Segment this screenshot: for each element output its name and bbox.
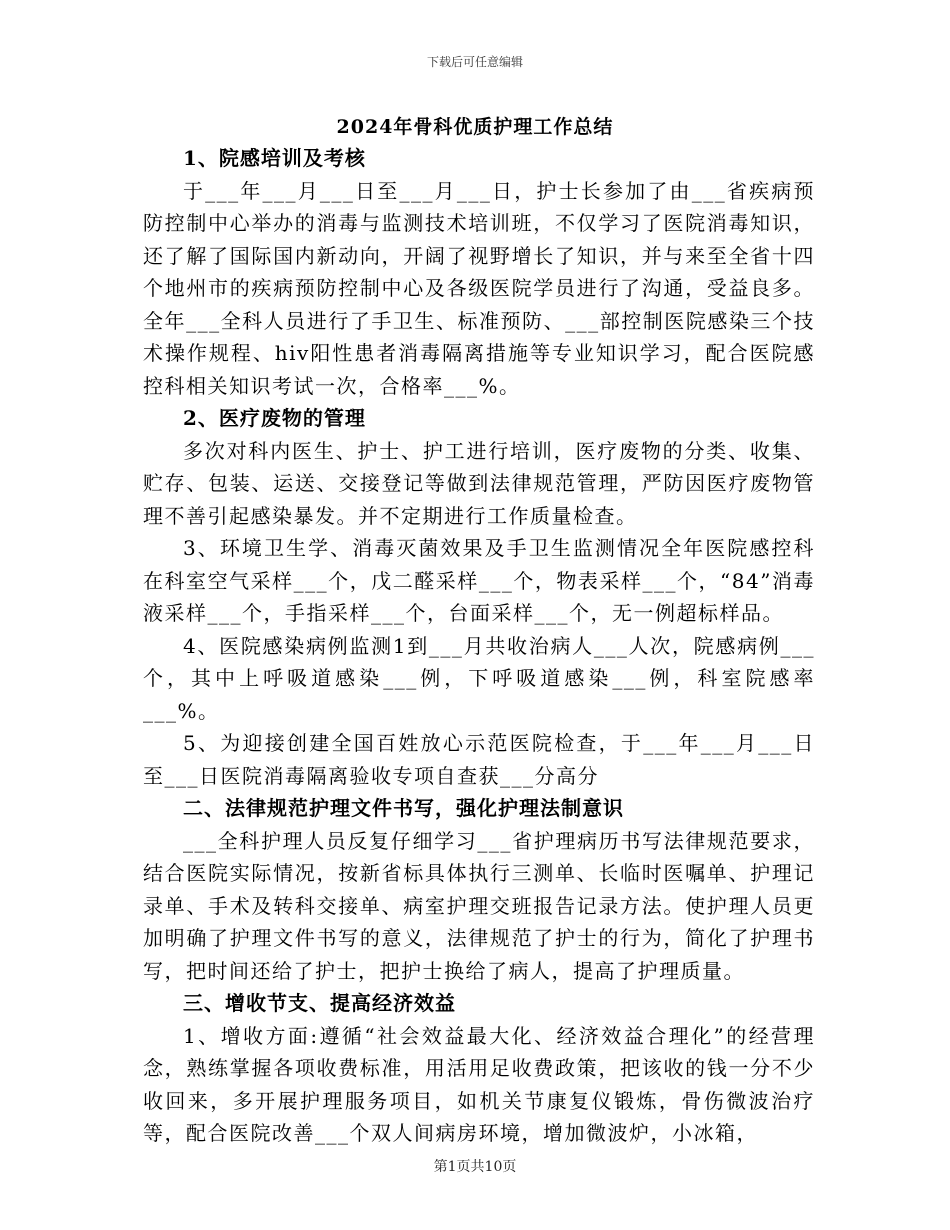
- paragraph: 4、医院感染病例监测1到___月共收治病人___人次，院感病例___个，其中上呼吸道感染___例，下呼吸道感染___例，科室院感率___%。: [143, 633, 815, 723]
- paragraph: 多次对科内医生、护士、护工进行培训，医疗废物的分类、收集、贮存、包装、运送、交接登记等做到法律规范管理，严防因医疗废物管理不善引起感染暴发。并不定期进行工作质量检查。: [143, 438, 815, 528]
- paragraph: 3、环境卫生学、消毒灭菌效果及手卫生监测情况全年医院感控科在科室空气采样___个，戊二醛采样___个，物表采样___个，“84”消毒液采样___个，手指采样___个，台面采样___个，无一例超标样品。: [143, 536, 815, 625]
- section-heading: 1、院感培训及考核: [183, 146, 366, 170]
- document-body: [143, 142, 815, 1150]
- paragraph: ___全科护理人员反复仔细学习___省护理病历书写法律规范要求，结合医院实际情况，按新省标具体执行三测单、长临时医嘱单、护理记录单、手术及转科交接单、病室护理交班报告记录方法。使护理人员更加明确了护理文件书写的意义，法律规范了护士的行为，简化了护理书写，把时间还给了护士，把护士换给了病人，提高了护理质量。: [143, 828, 815, 983]
- document-title: 2024年骨科优质护理工作总结: [336, 116, 614, 138]
- header-note: 下载后可任意编辑: [426, 55, 523, 69]
- page-number-footer: 第1页共10页: [433, 1159, 517, 1175]
- paragraph: 5、为迎接创建全国百姓放心示范医院检查，于___年___月___日至___日医院消毒隔离验收专项自查获___分高分: [143, 731, 815, 788]
- section-heading: 三、增收节支、提高经济效益: [183, 991, 456, 1015]
- paragraph: 1、增收方面:遵循“社会效益最大化、经济效益合理化”的经营理念，熟练掌握各项收费标准，用活用足收费政策，把该收的钱一分不少收回来，多开展护理服务项目，如机关节康复仪锻炼，骨伤微波治疗等，配合医院改善___个双人间病房环境，增加微波炉，小冰箱，: [143, 1023, 815, 1145]
- section-heading: 二、法律规范护理文件书写，强化护理法制意识: [183, 796, 624, 820]
- paragraph: 于___年___月___日至___月___日，护士长参加了由___省疾病预防控制中心举办的消毒与监测技术培训班，不仅学习了医院消毒知识，还了解了国际国内新动向，开阔了视野增长了知识，并与来至全省十四个地州市的疾病预防控制中心及各级医院学员进行了沟通，受益良多。全年___全科人员进行了手卫生、标准预防、___部控制医院感染三个技术操作规程、hiv阳性患者消毒隔离措施等专业知识学习，配合医院感控科相关知识考试一次，合格率___%。: [143, 178, 815, 398]
- section-heading: 2、医疗废物的管理: [183, 406, 366, 430]
